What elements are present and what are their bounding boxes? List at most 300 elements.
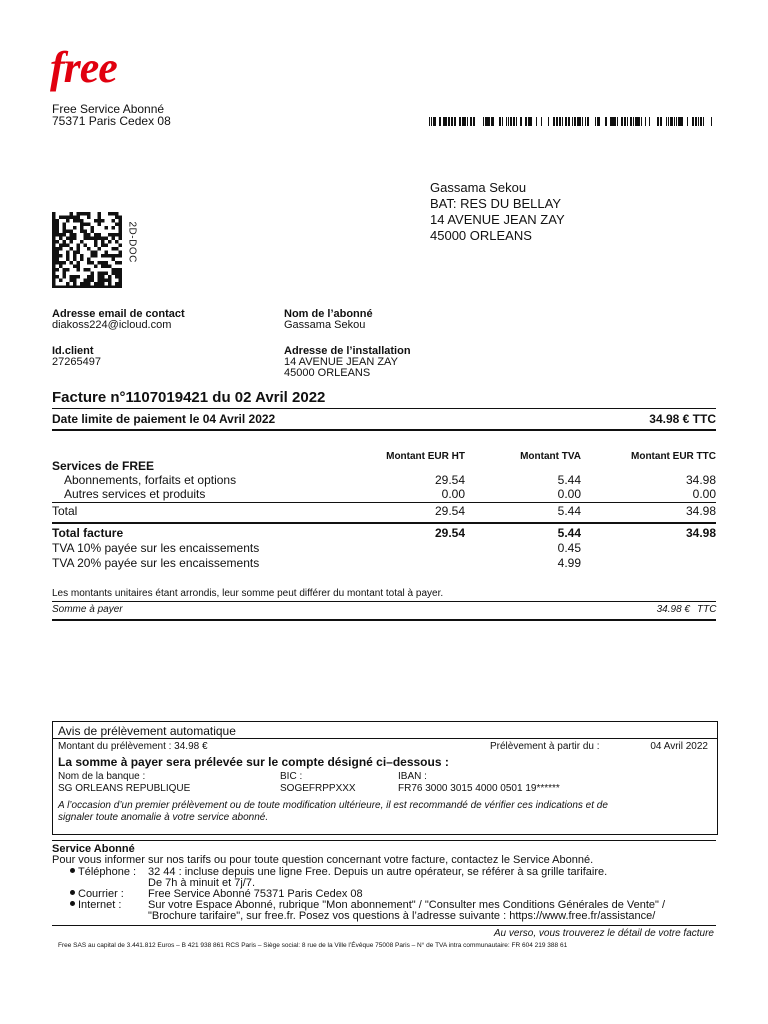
code-cell (66, 219, 70, 223)
code-cell (59, 237, 63, 241)
code-cell (56, 226, 60, 230)
amount-due-suffix: TTC (697, 604, 717, 615)
divider (52, 522, 716, 524)
code-cell (84, 282, 88, 286)
code-cell (63, 268, 67, 272)
code-cell (77, 275, 81, 279)
code-cell (52, 268, 56, 272)
code-cell (66, 282, 70, 286)
code-cell (63, 230, 67, 234)
code-cell (115, 261, 119, 265)
verso-note: Au verso, vous trouverez le détail de votre facture (493, 928, 714, 939)
code-cell (94, 286, 98, 289)
code-cell (115, 212, 119, 216)
code-cell (59, 265, 63, 269)
code-cell (80, 282, 84, 286)
code-cell (87, 286, 91, 289)
code-cell (112, 233, 116, 237)
barcode-bar (451, 117, 453, 126)
code-cell (52, 258, 56, 262)
barcode-bar (680, 117, 682, 126)
code-cell (52, 226, 56, 230)
code-cell (77, 244, 81, 248)
barcode-bar (434, 117, 436, 126)
code-cell (52, 230, 56, 234)
subscriber-value: Gassama Sekou (284, 319, 366, 331)
divider (52, 408, 716, 409)
code-cell (112, 212, 116, 216)
barcode-bar (633, 117, 634, 126)
code-cell (56, 268, 60, 272)
code-cell (91, 261, 95, 265)
bic-value: SOGEFRPPXXX (280, 783, 356, 794)
debit-note-line2: signaler toute anomalie à votre service abonné. (58, 812, 269, 823)
mail-value: Free Service Abonné 75371 Paris Cedex 08 (148, 888, 363, 900)
row-tva: 5.44 (557, 473, 581, 487)
code-cell (77, 268, 81, 272)
barcode-bar (565, 117, 567, 126)
barcode-bar (467, 117, 468, 126)
email-label: Adresse email de contact (52, 308, 185, 320)
2d-doc-label: 2D-DOC (126, 221, 138, 263)
code-cell (80, 286, 84, 289)
barcode-bar (582, 117, 583, 126)
barcode-bar (577, 117, 579, 126)
amount-due-label: Somme à payer (52, 604, 123, 615)
debit-amount: Montant du prélèvement : 34.98 € (58, 741, 208, 752)
code-cell (87, 233, 91, 237)
bic-label: BIC : (280, 771, 303, 782)
code-cell (52, 216, 56, 220)
barcode-bar (473, 117, 474, 126)
barcode-bar (587, 117, 588, 126)
barcode-bar (464, 117, 466, 126)
install-address-label: Adresse de l’installation (284, 345, 411, 357)
code-cell (63, 275, 67, 279)
barcode-bar (595, 117, 596, 126)
code-cell (52, 261, 56, 265)
code-cell (63, 216, 67, 220)
barcode-bar (525, 117, 526, 126)
barcode-bar (635, 117, 636, 126)
code-cell (98, 233, 102, 237)
barcode-bar (624, 117, 626, 126)
debit-start-label: Prélèvement à partir du : (490, 741, 600, 752)
barcode-bar (485, 117, 486, 126)
code-cell (70, 230, 74, 234)
code-cell (94, 244, 98, 248)
code-cell (115, 286, 119, 289)
code-cell (87, 279, 91, 283)
barcode-bar (614, 117, 616, 126)
code-cell (56, 254, 60, 258)
phone-label: Téléphone : (78, 866, 137, 878)
barcode-bar (698, 117, 699, 126)
code-cell (56, 223, 60, 227)
barcode-bar (526, 117, 527, 126)
row-label: Autres services et produits (64, 487, 206, 501)
code-cell (94, 219, 98, 223)
code-cell (119, 282, 123, 286)
barcode-bar (553, 117, 555, 126)
code-cell (80, 212, 84, 216)
barcode-bar (638, 117, 640, 126)
code-cell (80, 254, 84, 258)
code-cell (98, 216, 102, 220)
code-cell (87, 268, 91, 272)
code-cell (70, 233, 74, 237)
code-cell (94, 240, 98, 244)
barcode-bar (516, 117, 517, 126)
barcode-bar (562, 117, 563, 126)
code-cell (119, 261, 123, 265)
code-cell (119, 237, 123, 241)
barcode-bar (511, 117, 512, 126)
code-cell (70, 216, 74, 220)
code-cell (63, 244, 67, 248)
barcode-bar (668, 117, 669, 126)
code-cell (115, 233, 119, 237)
code-cell (84, 244, 88, 248)
code-cell (98, 212, 102, 216)
code-cell (98, 247, 102, 251)
code-cell (52, 233, 56, 237)
code-cell (87, 261, 91, 265)
subtotal-ttc: 34.98 (685, 504, 716, 518)
code-cell (73, 286, 77, 289)
code-cell (66, 230, 70, 234)
code-cell (70, 240, 74, 244)
free-logo: free (50, 43, 117, 92)
code-cell (87, 282, 91, 286)
code-cell (108, 279, 112, 283)
barcode-bar (502, 117, 503, 126)
code-cell (84, 212, 88, 216)
recipient-line4: 45000 ORLEANS (430, 228, 532, 243)
header-tva: Montant TVA (520, 451, 581, 462)
code-cell (66, 268, 70, 272)
barcode-bar (678, 117, 679, 126)
code-cell (56, 251, 60, 255)
barcode-bar (462, 117, 464, 126)
code-cell (80, 258, 84, 262)
code-cell (98, 272, 102, 276)
code-cell (94, 265, 98, 269)
code-cell (94, 233, 98, 237)
code-cell (94, 254, 98, 258)
invoice-title: Facture n°1107019421 du 02 Avril 2022 (52, 389, 326, 406)
code-cell (52, 247, 56, 251)
code-cell (105, 244, 109, 248)
code-cell (91, 251, 95, 255)
header-ht: Montant EUR HT (386, 451, 465, 462)
barcode-bar (636, 117, 638, 126)
code-cell (91, 230, 95, 234)
barcode-bar (711, 117, 712, 126)
debit-start-date: 04 Avril 2022 (650, 741, 708, 752)
code-cell (77, 286, 81, 289)
code-cell (87, 247, 91, 251)
code-cell (66, 244, 70, 248)
code-cell (98, 223, 102, 227)
code-cell (108, 254, 112, 258)
code-cell (73, 216, 77, 220)
code-cell (91, 254, 95, 258)
barcode-bar (445, 117, 447, 126)
due-amount: 34.98 € TTC (649, 412, 716, 426)
bullet-icon (70, 868, 75, 873)
code-cell (119, 254, 123, 258)
code-cell (73, 254, 77, 258)
section-title: Services de FREE (52, 459, 155, 473)
bank-name-value: SG ORLEANS REPUBLIQUE (58, 783, 191, 794)
total-ht: 29.54 (434, 526, 465, 540)
barcode-bar (559, 117, 561, 126)
subtotal-ht: 29.54 (434, 504, 465, 518)
debit-note-line1: A l’occasion d’un premier prélèvement ou de toute modification ultérieure, il est recommandé de vérifier ces indications et de (58, 800, 608, 811)
code-cell (77, 261, 81, 265)
code-cell (119, 226, 123, 230)
code-cell (101, 261, 105, 265)
code-cell (119, 268, 123, 272)
code-cell (66, 216, 70, 220)
recipient-line2: BAT: RES DU BELLAY (430, 196, 562, 211)
barcode-bar (610, 117, 611, 126)
code-cell (59, 233, 63, 237)
barcode-bar (672, 117, 673, 126)
code-cell (56, 233, 60, 237)
code-cell (73, 251, 77, 255)
service-title: Service Abonné (52, 843, 135, 855)
code-cell (77, 265, 81, 269)
code-cell (108, 233, 112, 237)
code-cell (52, 223, 56, 227)
code-cell (63, 272, 67, 276)
recipient-name: Gassama Sekou (430, 180, 527, 195)
barcode-bar (649, 117, 650, 126)
code-cell (80, 223, 84, 227)
code-cell (52, 265, 56, 269)
barcode-bar (448, 117, 450, 126)
barcode-bar (579, 117, 581, 126)
code-cell (52, 237, 56, 241)
code-cell (70, 279, 74, 283)
code-cell (59, 286, 63, 289)
divider (52, 619, 716, 621)
code-cell (73, 279, 77, 283)
barcode-bar (645, 117, 646, 126)
install-address-line1: 14 AVENUE JEAN ZAY (284, 356, 398, 368)
code-cell (59, 279, 63, 283)
barcode-bar (429, 117, 430, 126)
code-cell (63, 261, 67, 265)
code-cell (84, 268, 88, 272)
code-cell (108, 265, 112, 269)
code-cell (87, 237, 91, 241)
code-cell (112, 237, 116, 241)
sender-line1: Free Service Abonné (52, 102, 165, 116)
vat10-value: 0.45 (557, 541, 581, 555)
barcode-bar (676, 117, 677, 126)
code-cell (80, 240, 84, 244)
code-cell (119, 244, 123, 248)
barcode-bar (536, 117, 537, 126)
barcode-bar (621, 117, 623, 126)
code-cell (77, 247, 81, 251)
bullet-icon (70, 901, 75, 906)
barcode-bar (431, 117, 432, 126)
row-ttc: 34.98 (685, 473, 716, 487)
code-cell (119, 230, 123, 234)
code-cell (52, 240, 56, 244)
code-cell (98, 279, 102, 283)
code-cell (84, 237, 88, 241)
code-cell (119, 233, 123, 237)
code-cell (94, 237, 98, 241)
row-label: Abonnements, forfaits et options (64, 473, 237, 487)
barcode-bar (670, 117, 672, 126)
code-cell (66, 286, 70, 289)
code-cell (66, 258, 70, 262)
barcode-bar (439, 117, 441, 126)
row-ht: 29.54 (434, 473, 465, 487)
header-ttc: Montant EUR TTC (631, 451, 716, 462)
code-cell (56, 247, 60, 251)
barcode-bar (611, 117, 612, 126)
code-cell (94, 282, 98, 286)
barcode-bar (506, 117, 507, 126)
divider (52, 925, 716, 926)
code-cell (77, 219, 81, 223)
barcode-bar (508, 117, 509, 126)
internet-label: Internet : (78, 899, 122, 911)
code-cell (119, 272, 123, 276)
code-cell (91, 286, 95, 289)
barcode-bar (692, 117, 694, 126)
barcode-bar (510, 117, 511, 126)
code-cell (52, 251, 56, 255)
code-cell (91, 272, 95, 276)
barcode-bar (492, 117, 494, 126)
client-id-value: 27265497 (52, 356, 101, 368)
code-cell (73, 237, 77, 241)
barcode-bar (572, 117, 573, 126)
code-cell (73, 226, 77, 230)
barcode-bar (679, 117, 680, 126)
code-cell (101, 240, 105, 244)
barcode-bar (568, 117, 570, 126)
code-cell (73, 258, 77, 262)
code-cell (101, 282, 105, 286)
code-cell (105, 237, 109, 241)
code-cell (73, 265, 77, 269)
sender-line2: 75371 Paris Cedex 08 (52, 114, 171, 128)
barcode-bar (674, 117, 675, 126)
code-cell (84, 286, 88, 289)
code-cell (63, 223, 67, 227)
code-cell (52, 272, 56, 276)
code-cell (63, 240, 67, 244)
recipient-line3: 14 AVENUE JEAN ZAY (430, 212, 565, 227)
code-cell (59, 244, 63, 248)
internet-line1: Sur votre Espace Abonné, rubrique "Mon abonnement" / "Consulter mes Conditions Générales de Vente" / (148, 899, 666, 911)
email-value: diakoss224@icloud.com (52, 319, 172, 331)
subtotal-label: Total (52, 504, 78, 518)
row-tva: 0.00 (557, 487, 581, 501)
barcode-bar (627, 117, 628, 126)
code-cell (101, 219, 105, 223)
vat20-value: 4.99 (557, 556, 581, 570)
code-cell (63, 286, 67, 289)
divider (52, 840, 716, 841)
code-cell (115, 282, 119, 286)
barcode-bar (443, 117, 444, 126)
code-cell (119, 223, 123, 227)
code-cell (119, 286, 123, 289)
code-cell (52, 212, 56, 216)
divider (52, 502, 716, 503)
code-cell (119, 279, 123, 283)
divider (52, 601, 716, 602)
rounding-note: Les montants unitaires étant arrondis, leur somme peut différer du montant total à payer. (52, 588, 444, 599)
code-cell (101, 254, 105, 258)
code-cell (119, 251, 123, 255)
code-cell (98, 275, 102, 279)
bank-name-label: Nom de la banque : (58, 771, 146, 782)
code-cell (73, 233, 77, 237)
barcode-bar (491, 117, 492, 126)
code-cell (59, 247, 63, 251)
total-tva: 5.44 (557, 526, 581, 540)
divider (52, 429, 716, 431)
code-cell (84, 230, 88, 234)
barcode (429, 117, 714, 126)
total-ttc: 34.98 (685, 526, 716, 540)
code-cell (91, 275, 95, 279)
code-cell (98, 282, 102, 286)
barcode-bar (660, 117, 662, 126)
barcode-bar (433, 117, 434, 126)
install-address-line2: 45000 ORLEANS (284, 367, 371, 379)
barcode-bar (599, 117, 600, 126)
code-cell (94, 251, 98, 255)
barcode-bar (530, 117, 532, 126)
barcode-bar (630, 117, 632, 126)
code-cell (112, 247, 116, 251)
code-cell (80, 226, 84, 230)
code-cell (108, 212, 112, 216)
code-cell (101, 237, 105, 241)
barcode-bar (486, 117, 488, 126)
barcode-bar (489, 117, 490, 126)
code-cell (119, 275, 123, 279)
code-cell (115, 240, 119, 244)
barcode-bar (574, 117, 575, 126)
barcode-bar (687, 117, 688, 126)
barcode-bar (585, 117, 586, 126)
internet-line2: "Brochure tarifaire", sur free.fr. Posez vos questions à l’adresse suivante : https://www.free.fr/assistance/ (148, 910, 656, 922)
barcode-bar (548, 117, 549, 126)
code-cell (77, 212, 81, 216)
mail-label: Courrier : (78, 888, 124, 900)
code-cell (70, 237, 74, 241)
barcode-bar (454, 117, 456, 126)
code-cell (115, 247, 119, 251)
barcode-bar (682, 117, 683, 126)
debit-headline: La somme à payer sera prélevée sur le compte désigné ci–dessous : (58, 755, 449, 769)
code-cell (115, 216, 119, 220)
code-cell (112, 286, 116, 289)
